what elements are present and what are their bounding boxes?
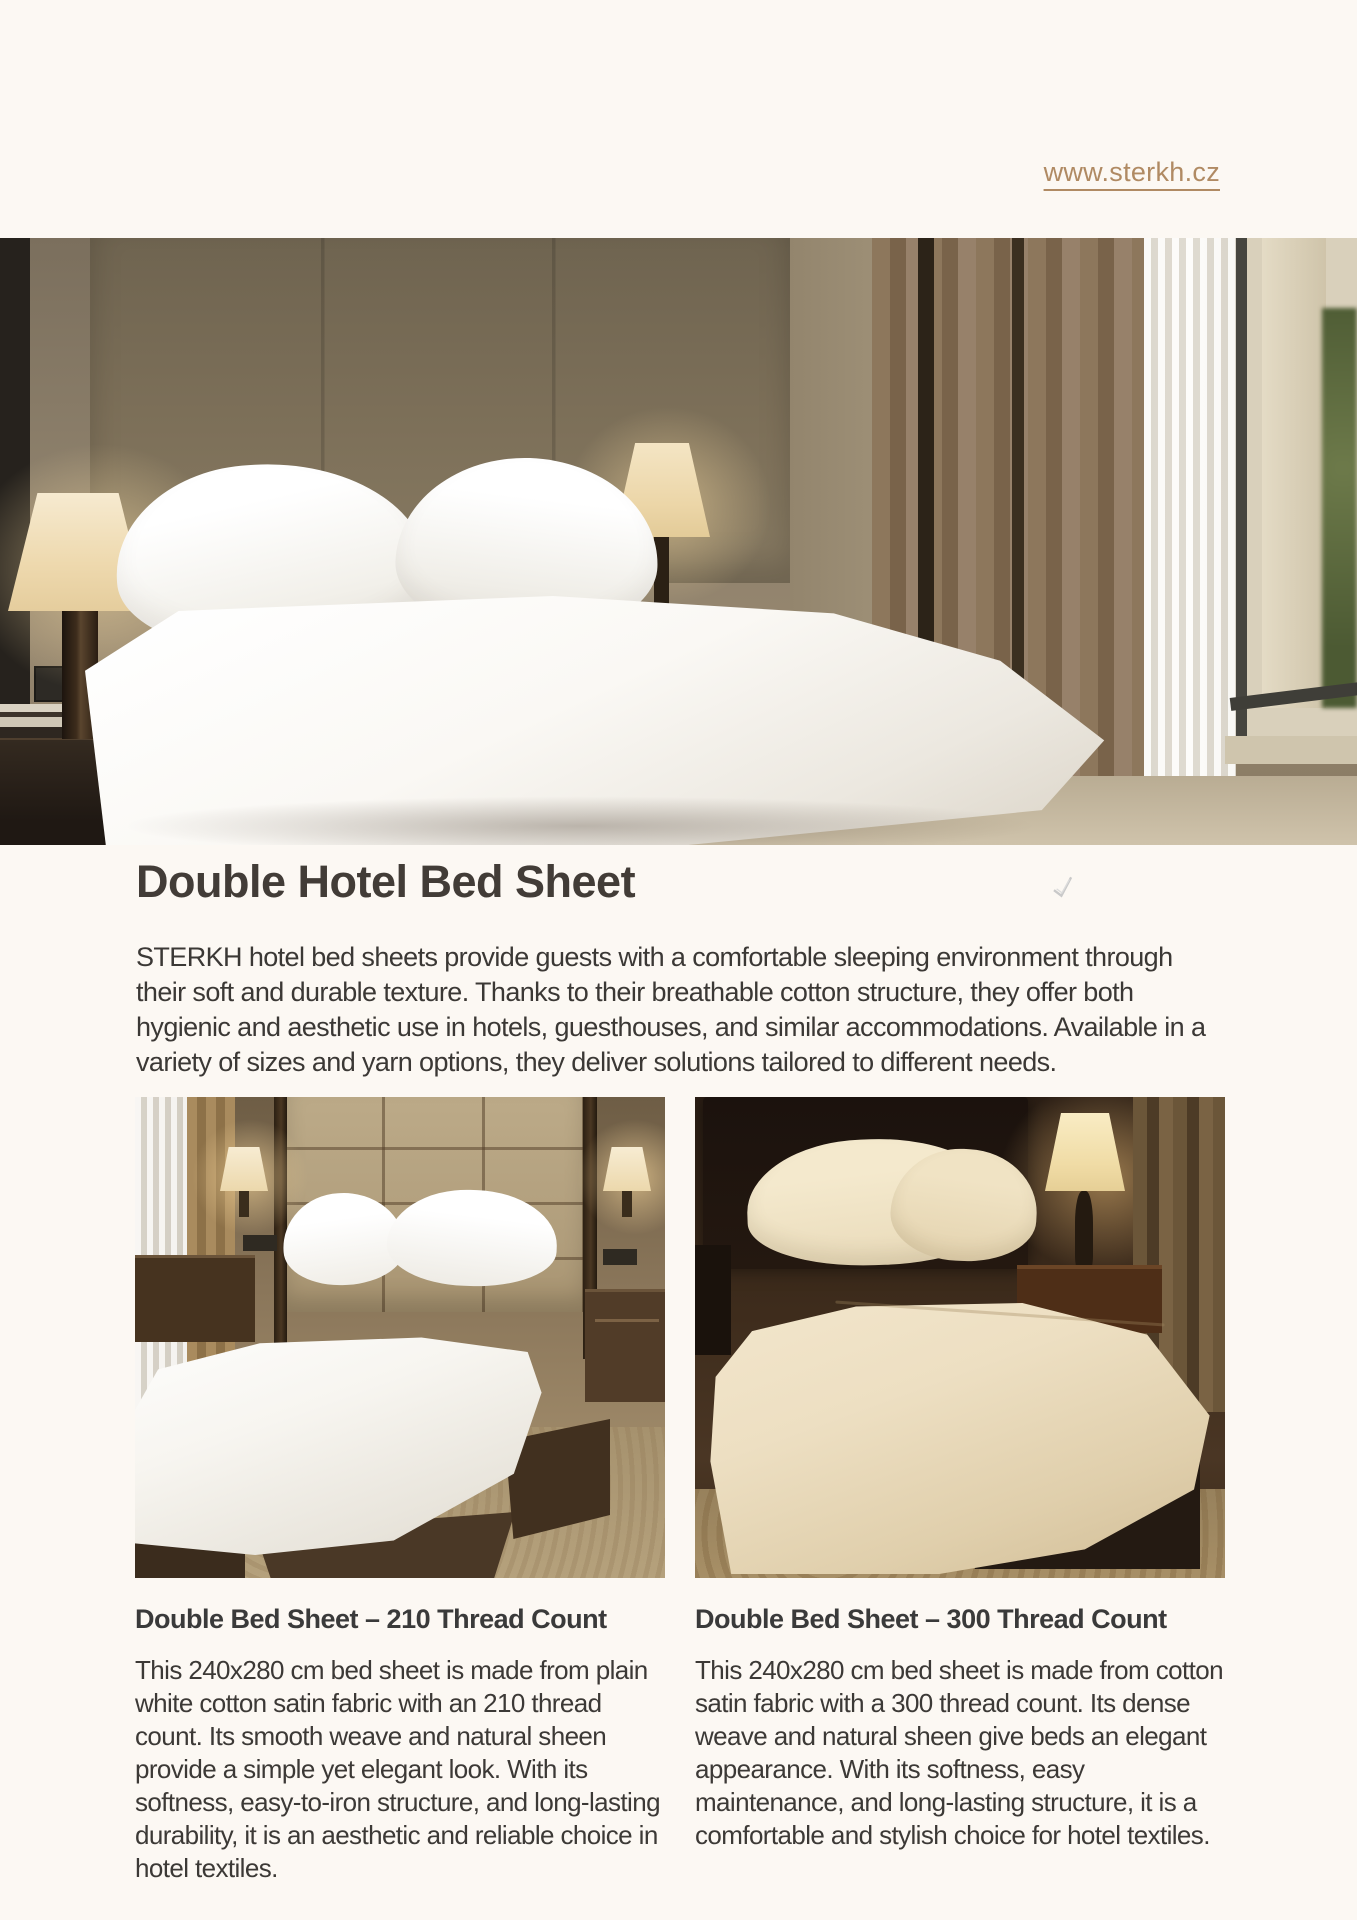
variant-300-heading: Double Bed Sheet – 300 Thread Count	[695, 1604, 1167, 1634]
hero-window-sill	[1225, 736, 1357, 764]
page-title: Double Hotel Bed Sheet	[136, 856, 636, 907]
variant-210-heading: Double Bed Sheet – 210 Thread Count	[135, 1604, 607, 1634]
p210-sconce-arm-right	[622, 1191, 632, 1217]
variant-210-description: This 240x280 cm bed sheet is made from plain white cotton satin fabric with an 210 thread count. Its smooth weave and natural sheen provide a simple yet elegant look. With its softness, easy-to-iron structure, and long-lasting durability, it is an aesthetic and reliable choice in hotel textiles.	[135, 1655, 660, 1883]
hero-window-column	[1262, 238, 1326, 708]
p300-lamp-base	[1075, 1191, 1093, 1271]
p210-outlet-right	[603, 1249, 637, 1265]
hero-bed-shadow	[120, 796, 1040, 845]
p210-nightstand-right	[585, 1289, 665, 1402]
p300-furniture-left	[695, 1245, 731, 1355]
p210-nightstand-left	[135, 1255, 255, 1342]
p210-sconce-arm-left	[239, 1191, 249, 1217]
variant-210-photo	[135, 1097, 665, 1578]
variant-300-column	[695, 1097, 1225, 1852]
hero-bedroom-photo	[0, 238, 1357, 845]
variant-300-photo	[695, 1097, 1225, 1578]
variant-300-description: This 240x280 cm bed sheet is made from cotton satin fabric with a 300 thread count. Its dense weave and natural sheen give beds an elegant appearance. With its softness, easy maintenance, and long-lasting structure, it is a comfortable and stylish choice for hotel textiles.	[695, 1655, 1223, 1850]
hero-sheer-curtain	[1144, 238, 1236, 820]
hero-window-foliage	[1322, 308, 1357, 708]
p210-outlet-left	[243, 1235, 277, 1251]
p210-drawer-line	[595, 1319, 659, 1322]
check-icon	[1046, 870, 1080, 904]
website-link[interactable]: www.sterkh.cz	[1043, 157, 1220, 187]
intro-paragraph: STERKH hotel bed sheets provide guests with a comfortable sleeping environment through their soft and durable texture. Thanks to their breathable cotton structure, they offer both hygienic and aesthetic use in hotels, guesthouses, and similar accommodations. Available in a variety of sizes and yarn options, they deliver solutions tailored to different needs.	[136, 942, 1206, 1077]
variant-210-column	[135, 1097, 665, 1885]
